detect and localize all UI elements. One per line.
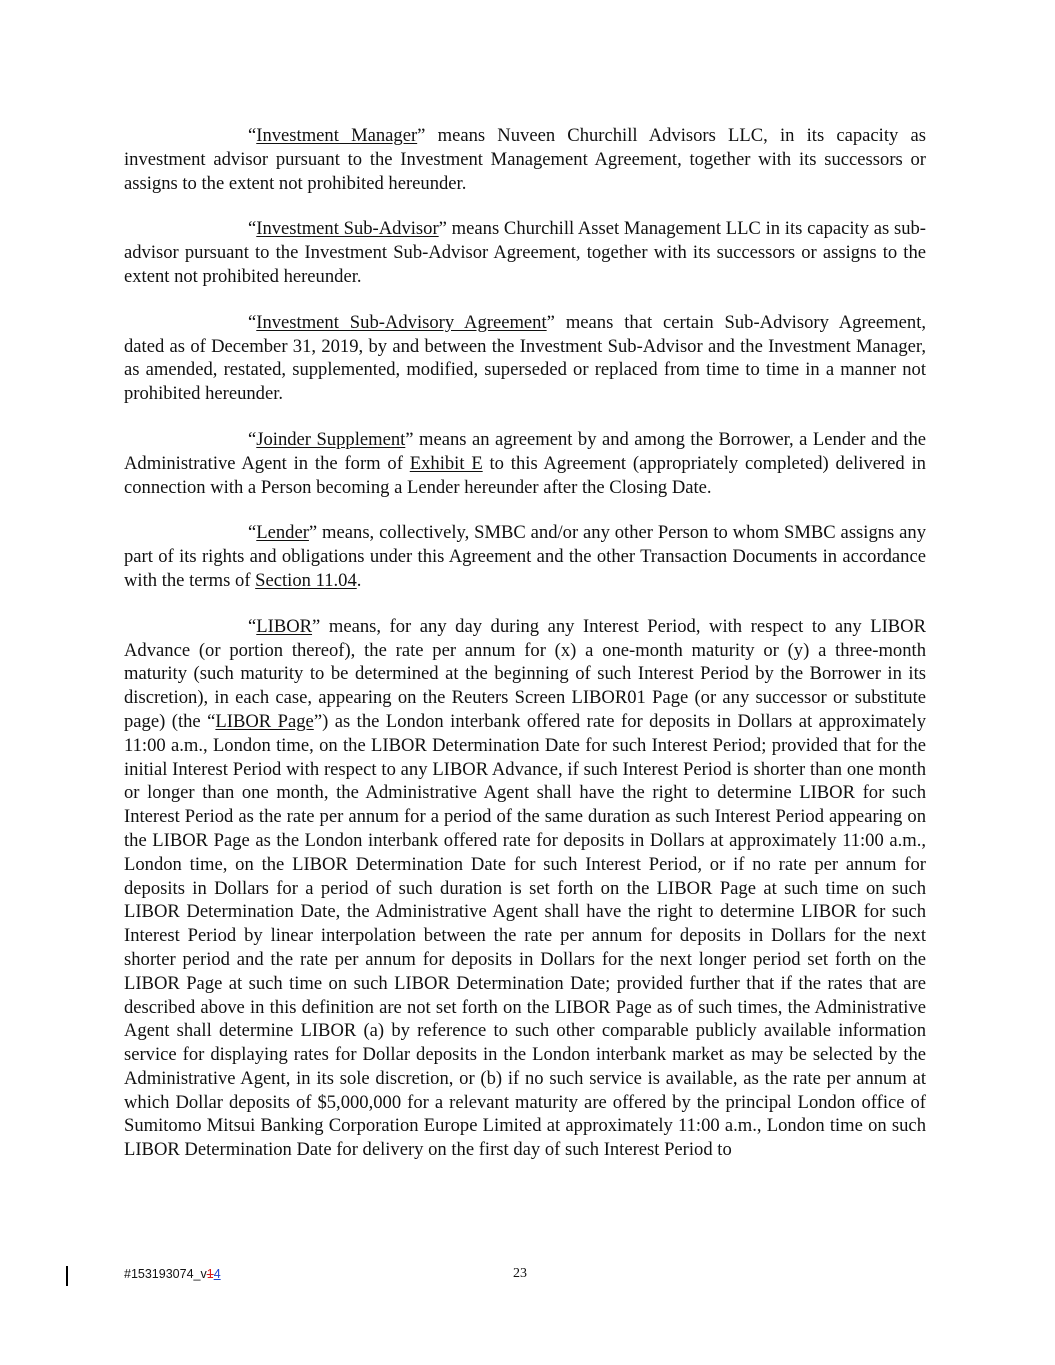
definition-text: means that certain Sub-Advisory Agreement, dated as of December 31, 2019, by and between the Investment Sub-Advisor and the Investment Manager, as amended, restated, supplemented, modified, superseded or replaced from time to time in a manner not prohibited hereunder. bbox=[124, 311, 927, 405]
defined-term: Investment Sub-Advisor bbox=[256, 218, 439, 240]
defined-term-inline: LIBOR Page bbox=[215, 710, 314, 732]
document-body bbox=[124, 124, 926, 1162]
definition-text: means, for any day during any Interest Period, with respect to any LIBOR Advance (or portion thereof), the rate per annum for (x) a one-month maturity or (y) a three-month maturity (such maturity to be determined at the beginning of such Interest Period by the Borrower in its discretion), in each case, appearing on the Reuters Screen LIBOR01 Page (or any successor or substitute page) (the “ bbox=[124, 615, 926, 732]
definition-text: means, collectively, SMBC and/or any other Person to whom SMBC assigns any part of its rights and obligations under this Agreement and the other Transaction Documents in accordance with the terms of bbox=[124, 522, 926, 591]
doc-id-deleted-version: 1 bbox=[206, 1267, 214, 1281]
cross-reference: Exhibit E bbox=[409, 452, 483, 474]
definition-lender: “Lender” means, collectively, SMBC and/or any other Person to whom SMBC assigns any part of its rights and obligations under this Agreement and the other Transaction Documents in accordance with the terms of Section 11.04. bbox=[124, 522, 926, 591]
page-number: 23 bbox=[513, 1266, 527, 1281]
page-footer bbox=[0, 1263, 1055, 1287]
definition-text: ”) as the London interbank offered rate for deposits in Dollars at approximately 11:00 a.m., London time, on the LIBOR Determination Date for such Interest Period; provided that for the initial Interest Period with respect to any LIBOR Advance, if such Interest Period is shorter than one month or longer than one month, the Administrative Agent shall have the right to determine LIBOR for such Interest Period as the rate per annum for a period of the same duration as such Interest Period appearing on the LIBOR Page as the London interbank offered rate for deposits in Dollars at approximately 11:00 a.m., London time, on the LIBOR Determination Date for such Interest Period, or if no rate per annum for deposits in Dollars for a period of such duration is set forth on the LIBOR Page at such time on such LIBOR Determination Date, the Administrative Agent shall have the right to determine LIBOR for such Interest Period by linear interpolation between the rate per annum for deposits in Dollars for the next shorter period and the rate per annum for deposits in Dollars for the next longer period set forth on the LIBOR Page at such time on such LIBOR Determination Date; provided further that if the rates that are described above in this definition are not set forth on the LIBOR Page as of such times, the Administrative Agent shall determine LIBOR (a) by reference to such other comparable publicly available information service for displaying rates for Dollar deposits in the London interbank market as may be selected by the Administrative Agent, in its sole discretion, or (b) if no such service is available, as the rate per annum at which Dollar deposits of $5,000,000 for a relevant maturity are offered by the principal London office of Sumitomo Mitsui Banking Corporation Europe Limited at approximately 11:00 a.m., London time on such LIBOR Determination Date for delivery on the first day of such Interest Period to bbox=[124, 710, 927, 1161]
definition-joinder-supplement: “Joinder Supplement” means an agreement by and among the Borrower, a Lender and the Administrative Agent in the form of Exhibit E to this Agreement (appropriately completed) delivered in connection with a Person becoming a Lender hereunder after the Closing Date. bbox=[124, 428, 926, 498]
defined-term: Joinder Supplement bbox=[256, 428, 406, 450]
revision-change-bar bbox=[66, 1266, 68, 1286]
defined-term: LIBOR bbox=[256, 615, 313, 637]
defined-term: Lender bbox=[256, 522, 309, 544]
doc-id-inserted-version: 4 bbox=[213, 1267, 221, 1281]
definition-text: . bbox=[356, 569, 362, 591]
definition-libor: “LIBOR” means, for any day during any Interest Period, with respect to any LIBOR Advance (or portion thereof), the rate per annum for (x) a one-month maturity or (y) a three-month maturity (such maturity to be determined at the beginning of such Interest Period by the Borrower in its discretion), in each case, appearing on the Reuters Screen LIBOR01 Page (or any successor or substitute page) (the “LIBOR Page”) as the London interbank offered rate for deposits in Dollars at approximately 11:00 a.m., London time, on the LIBOR Determination Date for such Interest Period; provided that for the initial Interest Period with respect to any LIBOR Advance, if such Interest Period is shorter than one month or longer than one month, the Administrative Agent shall have the right to determine LIBOR for such Interest Period as the rate per annum for a period of the same duration as such Interest Period appearing on the LIBOR Page as the London interbank offered rate for deposits in Dollars at approximately 11:00 a.m., London time, on the LIBOR Determination Date for such Interest Period, or if no rate per annum for deposits in Dollars for a period of such duration is set forth on the LIBOR Page at such time on such LIBOR Determination Date, the Administrative Agent shall have the right to determine LIBOR for such Interest Period by linear interpolation between the rate per annum for deposits in Dollars for the next shorter period and the rate per annum for deposits in Dollars for the next longer period set forth on the LIBOR Page at such time on such LIBOR Determination Date; provided further that if the rates that are described above in this definition are not set forth on the LIBOR Page as of such times, the Administrative Agent shall determine LIBOR (a) by reference to such other comparable publicly available information service for displaying rates for Dollar deposits in the London interbank market as may be selected by the Administrative Agent, in its sole discretion, or (b) if no such service is available, as the rate per annum at which Dollar deposits of $5,000,000 for a relevant maturity are offered by the principal London office of Sumitomo Mitsui Banking Corporation Europe Limited at approximately 11:00 a.m., London time on such LIBOR Determination Date for delivery on the first day of such Interest Period to bbox=[124, 615, 927, 1161]
definition-text: means an agreement by and among the Borrower, a Lender and the Administrative Agent in the form of bbox=[124, 428, 926, 474]
cross-reference: Section 11.04 bbox=[255, 569, 357, 591]
defined-term: Investment Sub-Advisory Agreement bbox=[256, 311, 547, 333]
definition-investment-sub-advisor: “Investment Sub-Advisor” means Churchill Asset Management LLC in its capacity as sub-advisor pursuant to the Investment Sub-Advisor Agreement, together with its successors or assigns to the extent not prohibited hereunder. bbox=[124, 218, 927, 287]
definition-text: means Nuveen Churchill Advisors LLC, in its capacity as investment advisor pursuant to the Investment Management Agreement, together with its successors or assigns to the extent not prohibited hereunder. bbox=[124, 125, 926, 194]
definition-text: to this Agreement (appropriately completed) delivered in connection with a Person becoming a Lender hereunder after the Closing Date. bbox=[124, 452, 926, 498]
definition-investment-manager: “Investment Manager” means Nuveen Churchill Advisors LLC, in its capacity as investment advisor pursuant to the Investment Management Agreement, together with its successors or assigns to the extent not prohibited hereunder. bbox=[124, 125, 926, 194]
definition-investment-sub-advisory-agreement: “Investment Sub-Advisory Agreement” means that certain Sub-Advisory Agreement, dated as of December 31, 2019, by and between the Investment Sub-Advisor and the Investment Manager, as amended, restated, supplemented, modified, superseded or replaced from time to time in a manner not prohibited hereunder. bbox=[124, 311, 927, 405]
doc-id-prefix: #153193074_v bbox=[124, 1267, 207, 1281]
document-id bbox=[124, 1267, 221, 1281]
defined-term: Investment Manager bbox=[256, 125, 418, 146]
definition-text: means Churchill Asset Management LLC in its capacity as sub-advisor pursuant to the Investment Sub-Advisor Agreement, together with its successors or assigns to the extent not prohibited hereunder. bbox=[124, 218, 927, 287]
